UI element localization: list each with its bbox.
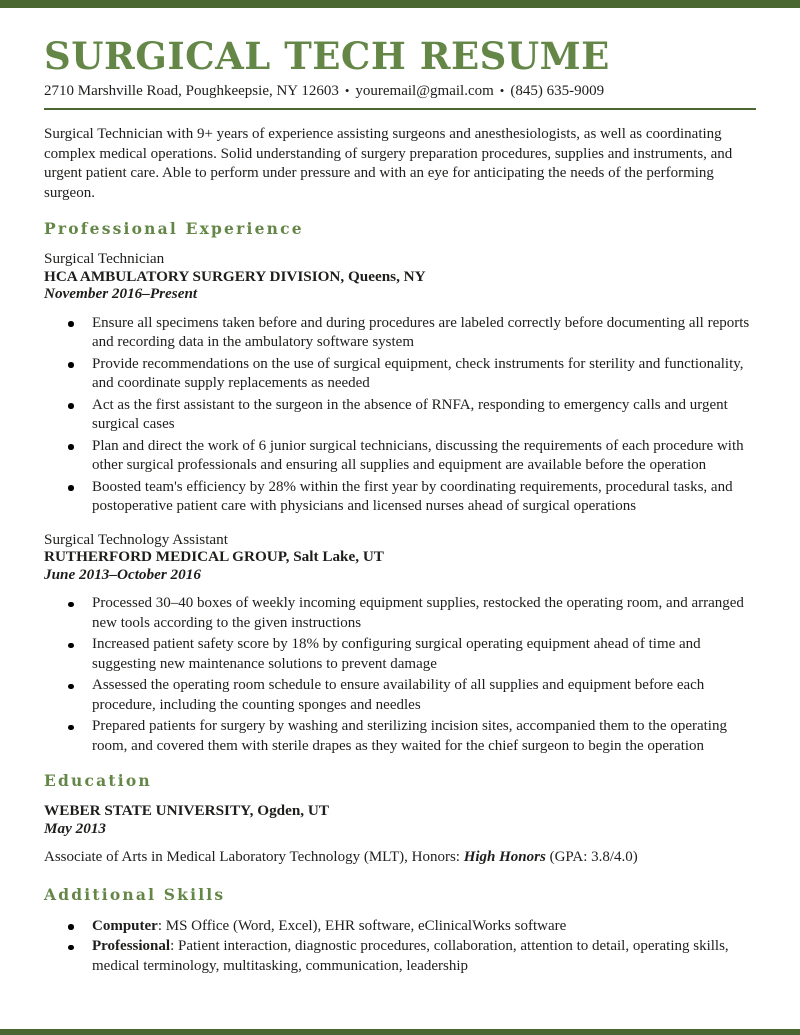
experience-bullet: Increased patient safety score by 18% by configuring surgical operating equipment ahead of time and suggesting new maintenance solutions to prevent damage — [44, 635, 756, 674]
experience-bullet: Assessed the operating room schedule to ensure availability of all supplies and equipment before each procedure, including the counting sponges and needles — [44, 676, 756, 715]
experience-bullet: Act as the first assistant to the surgeon in the absence of RNFA, responding to emergency calls and urgent surgical cases — [44, 396, 756, 435]
experience-bullet: Processed 30–40 boxes of weekly incoming equipment supplies, restocked the operating room, and arranged new tools according to the given instructions — [44, 594, 756, 633]
degree-gpa: (GPA: 3.8/4.0) — [545, 849, 638, 865]
contact-separator: • — [344, 83, 350, 98]
experience-bullet: Prepared patients for surgery by washing and sterilizing incision sites, accompanied them to the operating room, and covered them with sterile drapes as they waited for the chief surgeon to begin the operation — [44, 717, 756, 756]
contact-phone: (845) 635-9009 — [510, 83, 605, 99]
skill-label: Professional — [92, 938, 171, 954]
job-employer: RUTHERFORD MEDICAL GROUP, Salt Lake, UT — [44, 548, 384, 565]
contact-line — [44, 83, 756, 99]
section-heading-experience: Professional Experience — [44, 219, 304, 238]
job-block-1 — [44, 250, 756, 303]
skill-text: : Patient interaction, diagnostic procedures, collaboration, attention to detail, operating skills, medical terminology, multitasking, communication, leadership — [92, 938, 729, 974]
resume-title: SURGICAL TECH RESUME — [44, 34, 610, 78]
experience-bullet: Boosted team's efficiency by 28% within the first year by coordinating requirements, procedural tasks, and postoperative patient care with physicians and licensed nurses ahead of surgical operations — [44, 478, 756, 517]
resume-header — [44, 34, 756, 110]
job-title: Surgical Technology Assistant — [44, 530, 228, 548]
job-2-bullet-list — [44, 594, 756, 756]
degree-text: Associate of Arts in Medical Laboratory Technology (MLT), Honors: — [44, 849, 464, 865]
job-1-bullet-list — [44, 314, 756, 517]
job-dates: June 2013–October 2016 — [44, 565, 201, 583]
bottom-accent-bar — [0, 1029, 800, 1035]
skills-list — [44, 917, 756, 977]
experience-bullet: Plan and direct the work of 6 junior surgical technicians, discussing the requirements of each procedure with other surgical professionals and ensuring all supplies and equipment are available before the operation — [44, 437, 756, 476]
skill-item — [44, 917, 756, 937]
skill-text: : MS Office (Word, Excel), EHR software, eClinicalWorks software — [157, 917, 567, 934]
education-degree-line — [44, 848, 756, 868]
skill-item — [44, 937, 756, 976]
job-dates: November 2016–Present — [44, 285, 198, 302]
section-heading-education: Education — [44, 771, 152, 790]
experience-bullet: Provide recommendations on the use of surgical equipment, check instruments for sterility and functionality, and coordinate supply replacements as needed — [44, 355, 756, 394]
degree-honors: High Honors — [463, 849, 546, 865]
skill-label: Computer — [92, 917, 158, 934]
section-heading-skills: Additional Skills — [44, 884, 226, 904]
education-date: May 2013 — [44, 819, 107, 837]
contact-separator: • — [499, 83, 505, 98]
job-title: Surgical Technician — [44, 250, 165, 267]
contact-email: youremail@gmail.com — [355, 83, 494, 99]
summary-paragraph: Surgical Technician with 9+ years of experience assisting surgeons and anesthesiologists, as well as coordinating complex medical operations. Solid understanding of surgery preparation procedures, supplies and instruments, and urgent patient care. Able to perform under pressure and with an eye for anticipating the needs of the performing surgeon. — [44, 126, 733, 201]
education-school: WEBER STATE UNIVERSITY, Ogden, UT — [44, 802, 329, 819]
top-accent-bar — [0, 0, 800, 8]
experience-bullet: Ensure all specimens taken before and during procedures are labeled correctly before documenting all reports and recording data in the ambulatory software system — [44, 314, 756, 353]
job-employer: HCA AMBULATORY SURGERY DIVISION, Queens, NY — [44, 267, 426, 285]
header-divider — [44, 108, 756, 110]
education-block — [44, 802, 756, 837]
job-block-2 — [44, 531, 756, 584]
contact-address: 2710 Marshville Road, Poughkeepsie, NY 12603 — [44, 83, 339, 99]
